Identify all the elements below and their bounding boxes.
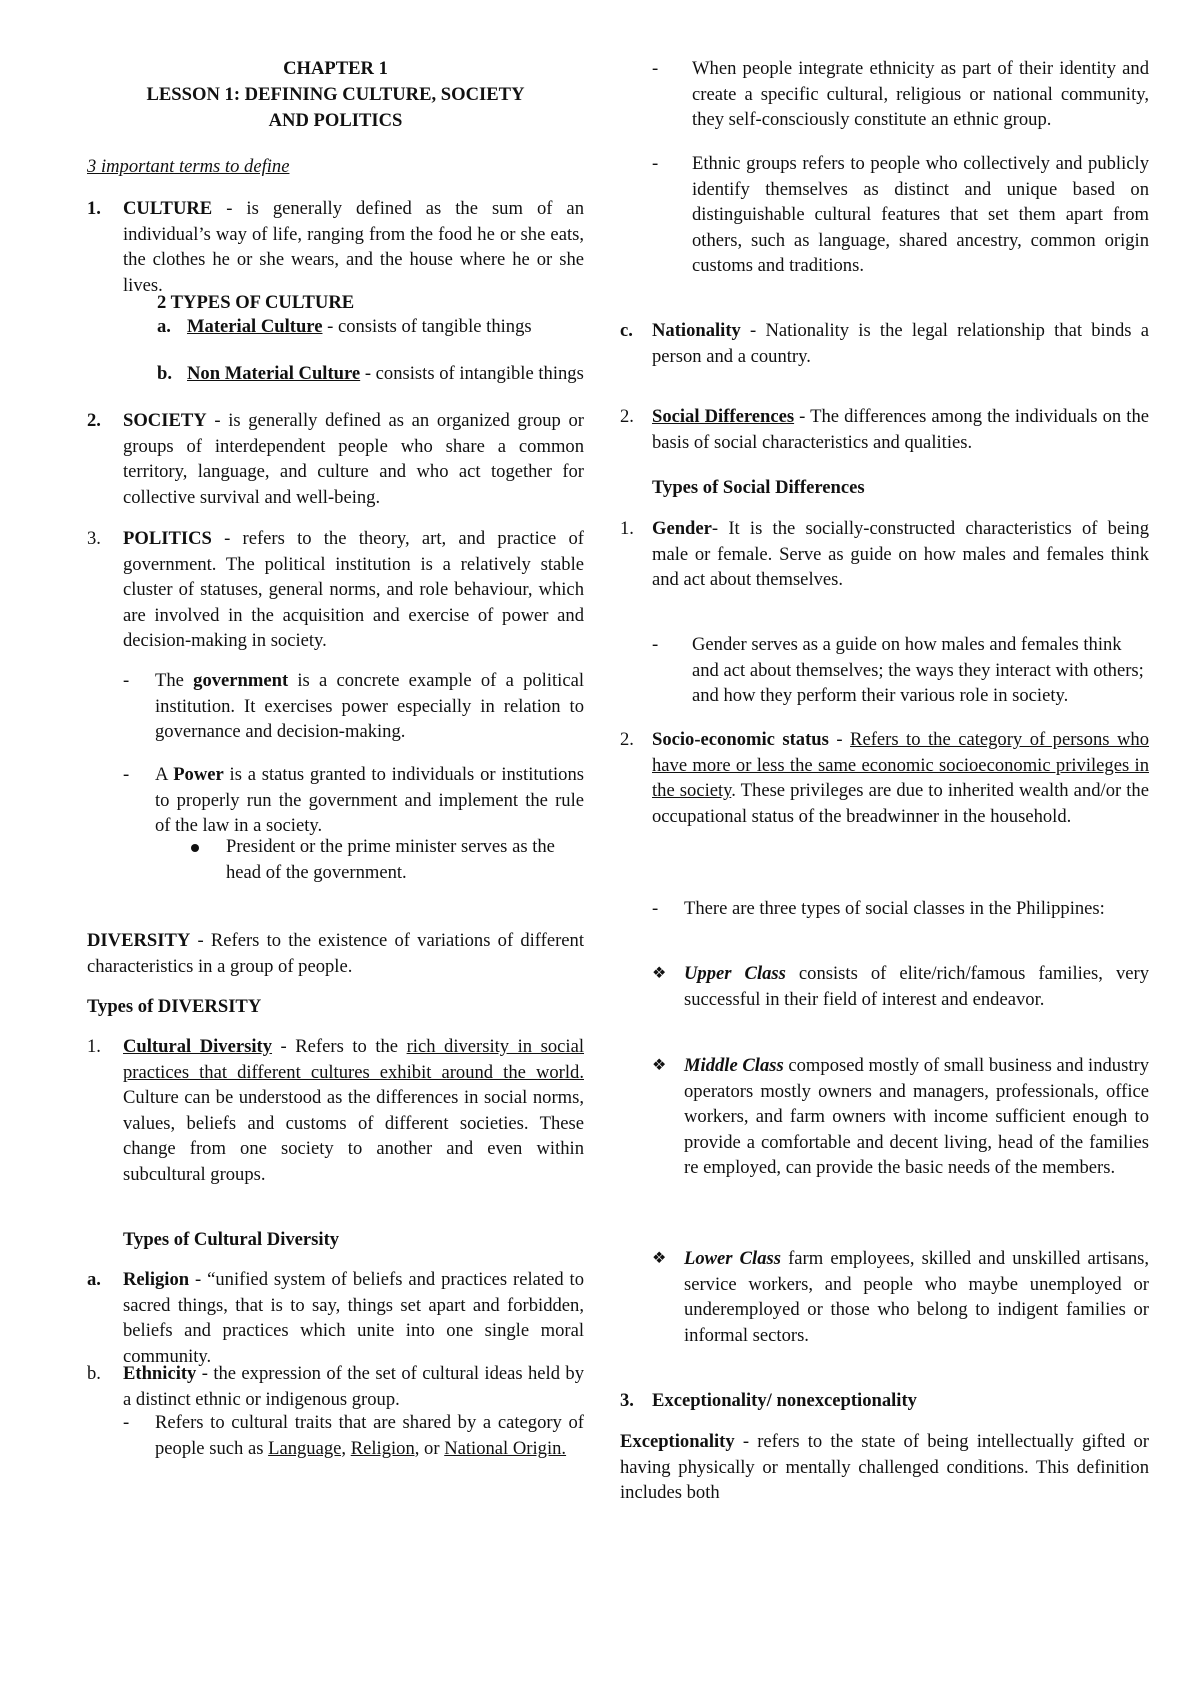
social-differences-types-heading: Types of Social Differences	[652, 477, 865, 498]
upper-class-definition: consists of elite/rich/famous families, very successful in their field of interest and endeavor.	[684, 963, 1149, 1010]
language-link-text: Language,	[268, 1437, 347, 1459]
cultural-diversity-term: Cultural Diversity	[123, 1036, 273, 1057]
lesson-title-line2: AND POLITICS	[268, 110, 403, 131]
social-differences-term: Social Differences	[652, 406, 795, 427]
gender-definition: - It is the socially-constructed characteristics of being male or female. Serve as guide on how males and females think and act about themselves.	[652, 518, 1149, 590]
social-differences-number: 2.	[620, 406, 634, 427]
politics-number: 3.	[87, 528, 101, 549]
upper-class-term: Upper Class	[684, 963, 786, 984]
power-prefix: A	[155, 764, 174, 785]
diversity-types-heading: Types of DIVERSITY	[87, 996, 262, 1017]
nationality-definition: - Nationality is the legal relationship that binds a person and a country.	[652, 320, 1149, 367]
ethnic-groups-subitem	[652, 151, 1149, 279]
exceptionality-text: - refers to the state of being intellectually gifted or having physically or mentally challenged conditions. This definition includes both	[620, 1431, 1149, 1503]
ethnicity-marker: b.	[87, 1363, 101, 1384]
society-definition: - is generally defined as an organized group or groups of interdependent people who share a common territory, language, and culture and who act together for collective survival and well-being.	[123, 410, 584, 508]
politics-definition: - refers to the theory, art, and practice of government. The political institution is a relatively stable cluster of statuses, general norms, and role behaviour, which are involved in the acquisition and exercise of power and decision-making in society.	[123, 528, 584, 651]
ethnicity-term: Ethnicity	[123, 1363, 197, 1384]
diamond-bullet-icon: ❖	[652, 1250, 667, 1267]
culture-types-heading: 2 TYPES OF CULTURE	[157, 292, 355, 313]
ethnic-groups-text: Ethnic groups refers to people who collectively and publicly identify themselves as distinct and unique based on distinguishable cultural features that set them apart from others, such as language, shared ancestry, common origin customs and traditions.	[692, 153, 1149, 276]
dash-marker: -	[652, 634, 659, 655]
socio-economic-number: 2.	[620, 729, 634, 750]
culture-term: CULTURE	[123, 198, 213, 219]
government-term: government	[193, 670, 289, 691]
material-culture-definition: - consists of tangible things	[322, 316, 532, 337]
religion-definition: - “unified system of beliefs and practices related to sacred things, that is to say, things set apart and forbidden, beliefs and practices which unite into one single moral community.	[123, 1269, 584, 1367]
power-subitem	[123, 762, 584, 839]
material-culture-term: Material Culture	[187, 316, 323, 337]
government-subitem	[123, 668, 584, 745]
gender-item	[620, 516, 1149, 593]
exceptionality-heading-text: Exceptionality/ nonexceptionality	[652, 1390, 917, 1411]
culture-item	[87, 196, 584, 298]
chapter-title: CHAPTER 1	[283, 58, 388, 79]
diversity-term: DIVERSITY	[87, 930, 191, 951]
dash-marker: -	[652, 153, 659, 174]
lower-class-term: Lower Class	[684, 1248, 781, 1269]
culture-number: 1.	[87, 198, 101, 219]
dash-marker: -	[123, 764, 130, 785]
politics-term: POLITICS	[123, 528, 212, 549]
religion-item	[87, 1267, 584, 1369]
non-material-culture-marker: b.	[157, 363, 172, 384]
socio-economic-underlined: Refers to the category of persons who have more or less the same economic socioeconomic privileges in the society	[652, 729, 1149, 801]
president-bullet-item	[191, 834, 584, 885]
cultural-diversity-types-heading: Types of Cultural Diversity	[123, 1229, 340, 1250]
nationality-item	[620, 318, 1149, 369]
gender-term: Gender	[652, 518, 712, 539]
ethnic-identity-text: When people integrate ethnicity as part of their identity and create a specific cultural, religious or national community, they self-consciously constitute an ethnic group.	[692, 58, 1149, 130]
culture-definition: - is generally defined as the sum of an individual’s way of life, ranging from the food he or she eats, the clothes he or she wears, and the house where he or she lives.	[123, 198, 584, 296]
lower-class-item	[652, 1246, 1149, 1348]
ethnicity-item	[87, 1361, 584, 1412]
diamond-bullet-icon: ❖	[652, 965, 667, 982]
socio-economic-text: . These privileges are due to inherited wealth and/or the occupational status of the breadwinner in the household.	[652, 780, 1149, 827]
social-differences-item	[620, 404, 1149, 455]
middle-class-item	[652, 1053, 1149, 1181]
bullet-dot-icon	[191, 844, 199, 852]
middle-class-term: Middle Class	[684, 1055, 784, 1076]
diamond-bullet-icon: ❖	[652, 1057, 667, 1074]
power-text: is a status granted to individuals or institutions to properly run the government and implement the rule of the law in a society.	[155, 764, 584, 836]
religion-marker: a.	[87, 1269, 101, 1290]
cultural-diversity-item	[87, 1034, 584, 1187]
non-material-culture-term: Non Material Culture	[187, 363, 361, 384]
gender-number: 1.	[620, 518, 634, 539]
middle-class-definition: composed mostly of small business and industry operators mostly owners and managers, professionals, office workers, and farm owners with income sufficient enough to provide a comfortable and decent living, head of the families re employed, can provide the basic needs of the members.	[684, 1055, 1149, 1178]
diversity-text: - Refers to the existence of variations of different characteristics in a group of people.	[87, 930, 584, 977]
religion-term: Religion	[123, 1269, 190, 1290]
diversity-definition	[87, 928, 584, 979]
socio-economic-term: Socio-economic status	[652, 729, 829, 750]
power-term: Power	[173, 764, 224, 785]
social-classes-intro-text: There are three types of social classes in the Philippines:	[684, 898, 1105, 919]
non-material-culture-item	[157, 361, 584, 387]
dash-marker: -	[123, 670, 130, 691]
society-term: SOCIETY	[123, 410, 207, 431]
exceptionality-number: 3.	[620, 1390, 634, 1411]
cultural-diversity-underlined: rich diversity in social practices that different cultures exhibit around the world.	[123, 1036, 585, 1083]
dash-marker: -	[652, 58, 659, 79]
president-bullet-text: President or the prime minister serves as the head of the government.	[226, 836, 555, 883]
politics-item	[87, 526, 584, 654]
cultural-diversity-text: Culture can be understood as the differences in social norms, values, beliefs and customs of different societies. These change from one society to another and even within subcultural groups.	[123, 1087, 584, 1185]
nationality-marker: c.	[620, 320, 633, 341]
material-culture-item	[157, 314, 584, 340]
exceptionality-term: Exceptionality	[620, 1431, 735, 1452]
upper-class-item	[652, 961, 1149, 1012]
terms-heading: 3 important terms to define	[87, 156, 290, 177]
religion-link-text: Religion,	[350, 1437, 420, 1459]
lower-class-definition: farm employees, skilled and unskilled artisans, service workers, and people who maybe unemployed or underemployed or those who belong to indigent families or informal sectors.	[684, 1248, 1149, 1346]
social-classes-intro	[652, 896, 1149, 922]
society-number: 2.	[87, 410, 101, 431]
national-origin-text: National Origin.	[444, 1437, 567, 1459]
exceptionality-definition	[620, 1429, 1149, 1506]
social-differences-definition: - The differences among the individuals on the basis of social characteristics and qualities.	[652, 406, 1150, 453]
exceptionality-heading	[620, 1388, 1149, 1414]
ethnic-identity-subitem	[652, 56, 1149, 133]
gender-subitem	[652, 632, 1149, 709]
dash-marker: -	[123, 1412, 130, 1433]
government-text: is a concrete example of a political institution. It exercises power especially in relation to governance and decision-making.	[155, 670, 584, 742]
cultural-diversity-prefix: - Refers to the	[272, 1036, 407, 1057]
government-prefix: The	[155, 670, 194, 691]
dash-marker: -	[652, 898, 659, 919]
ethnicity-subitem	[123, 1410, 584, 1461]
nationality-term: Nationality	[652, 320, 741, 341]
socio-economic-dash: -	[828, 729, 851, 750]
socio-economic-item	[620, 727, 1149, 829]
non-material-culture-definition: - consists of intangible things	[360, 363, 584, 384]
gender-sub-text: Gender serves as a guide on how males and females think and act about themselves; the ways they interact with others; and how they perform their various role in society.	[692, 634, 1144, 706]
society-item	[87, 408, 584, 510]
or-text: or	[419, 1437, 445, 1459]
ethnicity-sub-text: Refers to cultural traits that are shared by a category of people such as	[155, 1412, 584, 1459]
ethnicity-definition: - the expression of the set of cultural ideas held by a distinct ethnic or indigenous group.	[123, 1363, 584, 1410]
lesson-title-line1: LESSON 1: DEFINING CULTURE, SOCIETY	[146, 84, 525, 105]
cultural-diversity-number: 1.	[87, 1036, 101, 1057]
material-culture-marker: a.	[157, 316, 171, 337]
